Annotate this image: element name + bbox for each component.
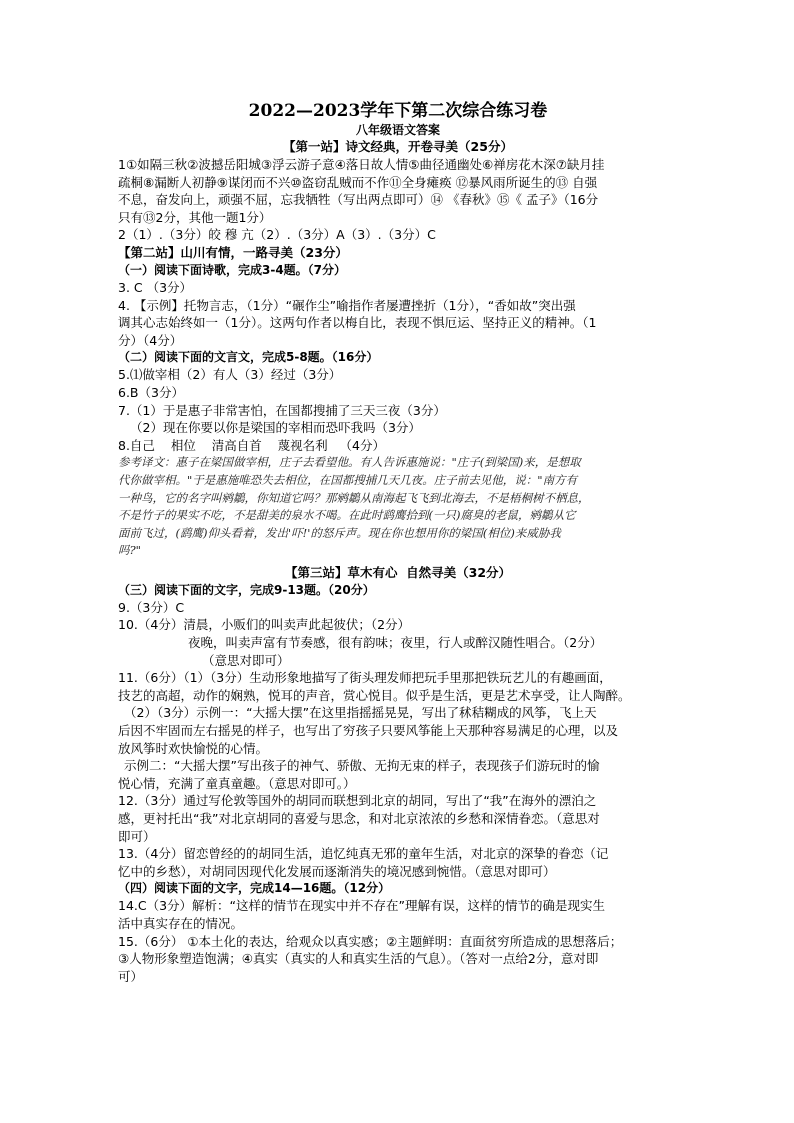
answer-q15-line1: 15.（6分） ①本土化的表达，给观众以真实感；②主题鲜明：直面贫穷所造成的思想落后； [118, 933, 623, 949]
answer-q11-2-line3: 放风筝时欢快愉悦的心情。 [118, 740, 269, 756]
section4-heading: （四）阅读下面的文字，完成14—16题。（12分） [118, 881, 391, 896]
answer-q12-line3: 即可） [118, 828, 156, 844]
answer-q7-part1: 7.（1）于是惠子非常害怕，在国都搜捕了三天三夜（3分） [118, 402, 446, 418]
answer-q12-line1: 12.（3分）通过写伦敦等国外的胡同而联想到北京的胡同，写出了“我”在海外的漂泊之 [118, 793, 597, 809]
answer-q15-line3: 可） [118, 968, 144, 984]
section2-heading: （二）阅读下面的文言文，完成5-8题。（16分） [118, 350, 379, 365]
answer-q4-line3: 分）（4分） [118, 332, 183, 348]
reference-translation-line6: 吗?" [118, 543, 141, 558]
answer-q6: 6.B（3分） [118, 384, 184, 400]
answer-q13-line1: 13.（4分）留恋曾经的的胡同生活，追忆纯真无邪的童年生活，对北京的深挚的眷恋（记 [118, 846, 609, 862]
answer-q15-line2: ③人物形象塑造饱满；④真实（真实的人和真实生活的气息）。（答对一点给2分，意对即 [118, 951, 599, 967]
answer-q11-2-line2: 后因不牢固而左右摇晃的样子，也写出了穷孩子只要风筝能上天那种容易满足的心理，以及 [118, 723, 619, 739]
answer-q11-line2: 技艺的高超，动作的娴熟，悦耳的声音，赏心悦目。似乎是生活，更是艺术享受，让人陶醉。 [118, 687, 631, 703]
answer-q3: 3. C （3分） [118, 279, 193, 295]
answer-q4-line2: 调其心志始终如一（1分）。这两句作者以梅自比，表现不惧厄运、坚持正义的精神。（1 [118, 315, 597, 331]
answer-q14-line2: 活中真实存在的情况。 [118, 915, 244, 931]
answer-q12-line2: 感，更衬托出“我”对北京胡同的喜爱与思念，和对北京浓浓的乡愁和深情眷恋。（意思对 [118, 811, 600, 826]
section3-heading: （三）阅读下面的文字，完成9-13题。（20分） [118, 582, 375, 597]
answer-q8: 8.自己 相位 清高自首 蔑视名利 （4分） [118, 437, 385, 453]
answer-q10-note: （意思对即可） [202, 652, 290, 668]
reference-translation-line2: 代你做宰相。"于是惠施唯恐失去相位，在国都搜捕几天几夜。庄子前去见他，说："南方有 [118, 472, 578, 487]
reference-translation-line1: 参考译文：惠子在梁国做宰相，庄子去看望他。有人告诉惠施说："庄子(到梁国)来，是想取 [118, 455, 581, 470]
answer-q1-line4: 只有⑬2分，其他一题1分） [118, 209, 272, 225]
station2-heading: 【第二站】山川有情，一路寻美（23分） [118, 244, 348, 260]
answer-q7-part2: （2）现在你要以你是梁国的宰相而恐吓我吗（3分） [130, 420, 421, 436]
answer-q13-line2: 忆中的乡愁），对胡同因现代化发展而逐渐消失的境况感到惋惜。（意思对即可） [118, 863, 556, 879]
reference-translation-line3: 一种鸟，它的名字叫鹓鶵，你知道它吗？那鹓鶵从南海起飞飞到北海去，不是梧桐树不栖息， [118, 490, 590, 505]
answer-q10-part1: 10.（4分）清晨，小贩们的叫卖声此起彼伏；（2分） [118, 617, 411, 633]
reference-translation-line4: 不是竹子的果实不吃，不是甜美的泉水不喝。在此时鹞鹰拾到(一只)腐臭的老鼠，鹓鶵从它 [118, 508, 576, 523]
answer-q1-line2: 疏桐⑧漏断人初静⑨谋闭而不兴⑩盗窃乱贼而不作⑪全身瘫痪 ⑫暴风雨所诞生的⑬ 自强 [118, 174, 598, 190]
answer-q2: 2（1）.（3分）皎 穆 亢（2）.（3分）A（3）.（3分）C [118, 227, 436, 243]
section1-heading: （一）阅读下面诗歌，完成3-4题。（7分） [118, 262, 347, 277]
answer-q11-line1: 11.（6分）（1）（3分）生动形象地描写了街头理发师把玩手里那把铁玩艺儿的有趣画面， [118, 670, 612, 686]
answer-q10-part2: 夜晚，叫卖声富有节奏感，很有韵味；夜里，行人或醉汉随性唱合。（2分） [188, 635, 603, 651]
answer-q9: 9.（3分）C [118, 599, 185, 615]
station1-heading: 【第一站】诗文经典，开卷寻美（25分） [283, 139, 513, 154]
page-title: 2022—2023学年下第二次综合练习卷 [248, 101, 548, 121]
answer-q14-line1: 14.C（3分）解析：“这样的情节在现实中并不存在”理解有误，这样的情节的确是现实生 [118, 898, 606, 914]
answer-q11-example2-line2: 悦心情，充满了童真童趣。（意思对即可。） [118, 775, 356, 791]
reference-translation-line5: 面前飞过，(鹞鹰)仰头看着，发出'吓!'的怒斥声。现在你也想用你的梁国(相位)来威胁我 [118, 525, 561, 540]
station3-heading: 【第三站】草木有心 自然寻美（32分） [284, 564, 512, 580]
answer-q1-line1: 1①如隔三秋②波撼岳阳城③浮云游子意④落日故人情⑤曲径通幽处⑥禅房花木深⑦缺月挂 [118, 157, 605, 172]
answer-q5: 5.⑴做宰相（2）有人（3）经过（3分） [118, 367, 342, 383]
answer-q4-line1: 4. 【示例】托物言志，（1分）“碾作尘”喻指作者屡遭挫折（1分），“香如故”突出强 [118, 297, 576, 313]
answer-sheet [118, 100, 678, 985]
answer-q11-2-line1: （2）（3分）示例一：“大摇大摆”在这里指摇摇晃晃，写出了秫秸糊成的风筝，飞上天 [124, 705, 597, 721]
page-subtitle: 八年级语文答案 [355, 123, 440, 137]
answer-q11-example2-line1: 示例二：“大摇大摆”写出孩子的神气、骄傲、无拘无束的样子，表现孩子们游玩时的愉 [124, 758, 600, 774]
answer-q1-line3: 不息，奋发向上，顽强不屈，忘我牺牲（写出两点即可）⑭ 《春秋》⑮《 孟子》（16分 [118, 192, 599, 208]
